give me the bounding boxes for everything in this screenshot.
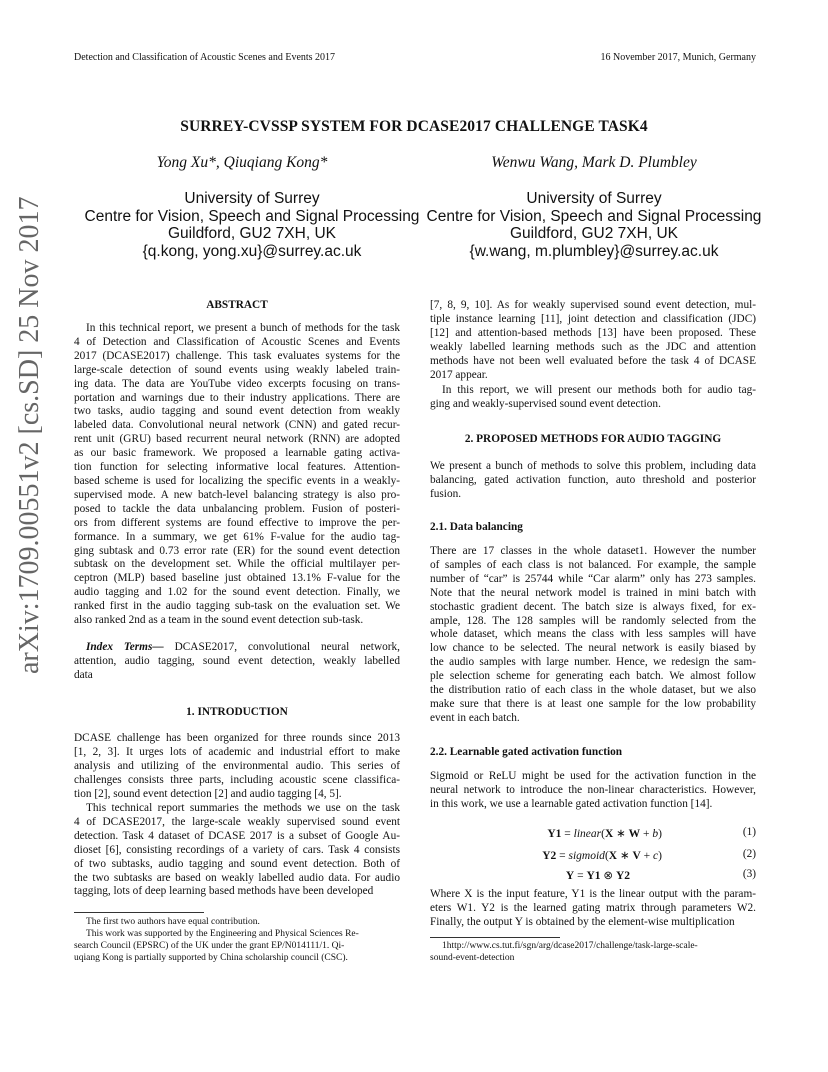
- index-terms-label: Index Terms—: [86, 641, 164, 653]
- affiliation-line: Centre for Vision, Speech and Signal Processing: [426, 207, 762, 225]
- text-line: the two subtasks are based on weakly labelled audio data. For audio: [74, 871, 400, 884]
- text-line: audio tagging and 1.02 for the sound event detection. Finally, we: [74, 586, 400, 599]
- text-line: There are 17 classes in the whole dataset1. However the number: [430, 545, 756, 557]
- footnote-line: The first two authors have equal contribution.: [86, 917, 260, 927]
- text-line: eters W1. Y2 is the learned gating matrix through parameters W2.: [430, 901, 756, 914]
- running-header-left: Detection and Classification of Acoustic Scenes and Events 2017: [74, 52, 336, 63]
- affiliation-line: University of Surrey: [526, 190, 662, 207]
- equation-2: Y2 = sigmoid(X ∗ V + c): [542, 850, 662, 862]
- text-line: posed to tackle the data unbalancing problem. Fusion of posteri-: [74, 502, 400, 515]
- intro-paragraph-1: [74, 732, 400, 802]
- text-line: methods have not been well evaluated before the task 4 of DCASE: [430, 354, 756, 367]
- text-line: challenges consists three parts, including acoustic scene classifica-: [74, 773, 400, 786]
- text-line: 2017 (DCASE2017) challenge. This task evaluates systems for the: [74, 349, 400, 362]
- text-line: Where X is the input feature, Y1 is the linear output with the param-: [430, 888, 756, 900]
- footnote-line: 1http://www.cs.tut.fi/sgn/arg/dcase2017/challenge/task-large-scale-: [442, 941, 698, 951]
- footnote-line: uqiang Kong is partially supported by China scholarship council (CSC).: [74, 953, 348, 963]
- text-line: stochastic gradient decent. The batch size is always fixed, for ex-: [430, 600, 756, 613]
- text-line: subtask on the development set. While the official multilayer per-: [74, 558, 400, 571]
- subsection-2-1-body: [430, 545, 756, 726]
- text-line: Note that the neural network model is trained in mini batch with: [430, 586, 756, 599]
- text-line: ceptron (MLP) based baseline just obtained 13.1% F-value for the: [74, 572, 400, 585]
- text-line: neural network to introduce the non-linear characteristics. However,: [430, 783, 756, 796]
- text-line: rent unit (GRU) based recurrent neural network (RNN) are adopted: [74, 433, 400, 446]
- text-line: In this technical report, we present a bunch of methods for the task: [86, 322, 400, 334]
- affiliation-line: {q.kong, yong.xu}@surrey.ac.uk: [142, 242, 362, 260]
- footnote-right: [430, 940, 756, 964]
- affiliation-line: University of Surrey: [184, 190, 320, 207]
- intro-heading: 1. INTRODUCTION: [186, 706, 288, 718]
- text-line: in this work, we use a learnable gated activation function [14].: [430, 797, 713, 810]
- text-line: number of “car” is 25744 while “Car alarm” only has 273 samples.: [430, 572, 756, 585]
- footnote-rule-right: [430, 937, 560, 938]
- text-line: tion function for selecting informative local features. Attention-: [74, 461, 400, 474]
- text-line: large-scale detection of sound events using weakly labeled train-: [74, 363, 400, 376]
- text-line: We present a bunch of methods to solve this problem, including data: [430, 460, 756, 472]
- text-line: weakly labelled learning methods such as the JDC and attention: [430, 340, 756, 353]
- equation-1: Y1 = linear(X ∗ W + b): [547, 828, 662, 840]
- text-line: two tasks, audio tagging and sound event detection from weakly: [74, 405, 400, 418]
- footnote-line: search Council (EPSRC) of the UK under the grant EP/N014111/1. Qi-: [74, 941, 345, 951]
- abstract-heading: ABSTRACT: [206, 299, 268, 311]
- text-line: 4 of DCASE2017, the large-scale weakly supervised sound event: [74, 815, 400, 828]
- text-line: low chance to be selected. The neural network is easily biased by: [430, 642, 756, 655]
- text-line: ging and weakly-supervised sound event detection.: [430, 397, 661, 410]
- footnote-line: This work was supported by the Engineering and Physical Sciences Re-: [86, 929, 359, 939]
- text-line: ple selection scheme for generating each batch. We almost follow: [430, 670, 756, 683]
- subsection-2-1-heading: 2.1. Data balancing: [430, 521, 523, 533]
- text-line: the audio samples with large number. Hence, we redesign the sam-: [430, 656, 756, 669]
- text-line: the distribution ratio of each class in the whole dataset, but we also: [430, 684, 756, 697]
- authors-left: Yong Xu*, Qiuqiang Kong*: [156, 154, 328, 171]
- index-terms: [74, 641, 400, 683]
- text-line: Sigmoid or ReLU might be used for the activation function in the: [430, 770, 756, 782]
- text-line: [7, 8, 9, 10]. As for weakly supervised sound event detection, mul-: [430, 299, 756, 311]
- index-terms-line: data: [74, 668, 93, 681]
- text-line: Finally, the output Y is obtained by the element-wise multiplication: [430, 915, 735, 928]
- text-line: as our basic framework. We proposed a learnable gating activa-: [74, 447, 400, 460]
- text-line: balancing, gated activation function, auto threshold and posterior: [430, 473, 756, 486]
- text-line: labeled data. Convolutional neural network (CNN) and gated recur-: [74, 419, 400, 432]
- text-line: DCASE challenge has been organized for three rounds since 2013: [74, 732, 400, 744]
- text-line: whole dataset, which means the class with less samples will have: [430, 628, 756, 641]
- text-line: [12] and attention-based methods [13] have been proposed. These: [430, 326, 756, 339]
- intro-paragraph-2: [74, 802, 400, 899]
- text-line: tion [2], sound event detection [2] and audio tagging [4, 5].: [74, 787, 342, 800]
- footnotes-left: [74, 916, 400, 964]
- text-line: 4 of Detection and Classification of Acoustic Scenes and Events: [74, 335, 400, 348]
- subsection-2-2-body: [430, 770, 756, 812]
- footnote-rule: [74, 912, 204, 913]
- paper-title: SURREY-CVSSP SYSTEM FOR DCASE2017 CHALLENGE TASK4: [180, 118, 648, 135]
- arxiv-stamp: arXiv:1709.00551v2 [cs.SD] 25 Nov 2017: [14, 196, 45, 674]
- affiliation-left: [52, 190, 452, 260]
- equation-number-1: (1): [742, 826, 756, 838]
- text-line: In this report, we will present our methods both for audio tag-: [442, 384, 756, 396]
- text-line: based scheme is used for localizing the specific events in a weakly-: [74, 474, 400, 487]
- subsection-2-2-heading: 2.2. Learnable gated activation function: [430, 746, 623, 758]
- text-line: analysis and utilizing of the environmental audio. This series of: [74, 759, 400, 772]
- section2-body: [430, 460, 756, 502]
- authors-right: Wenwu Wang, Mark D. Plumbley: [491, 154, 697, 171]
- intro-paragraph-3: [430, 384, 756, 412]
- text-line: supervised mode. A new batch-level balancing strategy is also pro-: [74, 488, 400, 501]
- text-line: ing data. The data are YouTube video excerpts focusing on trans-: [74, 377, 400, 390]
- abstract-body: [74, 322, 400, 628]
- text-line: detection. Task 4 dataset of DCASE 2017 is a subset of Google Au-: [74, 829, 400, 842]
- text-line: ample, 128. The 128 samples will be randomly selected from the: [430, 614, 756, 627]
- running-header-right: 16 November 2017, Munich, Germany: [600, 52, 756, 63]
- text-line: tiple instance learning [11], joint detection and classification (JDC): [430, 312, 756, 325]
- index-terms-line: DCASE2017, convolutional neural network,: [163, 641, 400, 653]
- text-line: of samples of each class is not balanced. For example, the sample: [430, 558, 756, 571]
- text-line: [1, 2, 3]. It urges lots of academic and industrial effort to make: [74, 745, 400, 758]
- equation-number-3: (3): [742, 868, 756, 880]
- text-line: of two subtasks, audio tagging and sound event detection. Both of: [74, 857, 400, 870]
- text-line: ging subtask and 0.73 error rate (ER) for the sound event detection: [74, 544, 400, 557]
- text-line: ors from different systems are found effective to improve the per-: [74, 516, 400, 529]
- intro-continued: [430, 299, 756, 382]
- text-line: event in each batch.: [430, 711, 520, 724]
- text-line: dioset [6], consisting recordings of a variety of cars. Task 4 consists: [74, 843, 400, 856]
- subsection-2-2-continued: [430, 888, 756, 930]
- affiliation-line: {w.wang, m.plumbley}@surrey.ac.uk: [469, 242, 719, 260]
- text-line: ranked first in the audio tagging sub-task on the evaluation set. We: [74, 600, 400, 613]
- text-line: portation and warnings due to their industry applications. There are: [74, 391, 400, 404]
- text-line: 2017 appear.: [430, 368, 488, 381]
- affiliation-line: Guildford, GU2 7XH, UK: [510, 225, 678, 243]
- affiliation-right: [394, 190, 794, 260]
- text-line: also ranked 2nd as a team in the sound event detection sub-task.: [74, 614, 364, 627]
- section2-heading: 2. PROPOSED METHODS FOR AUDIO TAGGING: [464, 433, 722, 445]
- text-line: tagging, lots of deep learning based methods have been developed: [74, 885, 374, 898]
- text-line: formance. In a summary, we get 61% F-value for the audio tag-: [74, 530, 400, 543]
- equation-3: Y = Y1 ⊗ Y2: [565, 870, 630, 882]
- text-line: fusion.: [430, 487, 462, 500]
- footnote-line: sound-event-detection: [430, 953, 515, 963]
- equation-number-2: (2): [742, 848, 756, 860]
- affiliation-line: Centre for Vision, Speech and Signal Processing: [84, 207, 420, 225]
- index-terms-line: attention, audio tagging, sound event detection, weakly labelled: [74, 654, 400, 667]
- text-line: make sure that there is at least one sample for the low probability: [430, 697, 756, 710]
- text-line: This technical report summaries the methods we use on the task: [86, 802, 400, 814]
- affiliation-line: Guildford, GU2 7XH, UK: [168, 225, 336, 243]
